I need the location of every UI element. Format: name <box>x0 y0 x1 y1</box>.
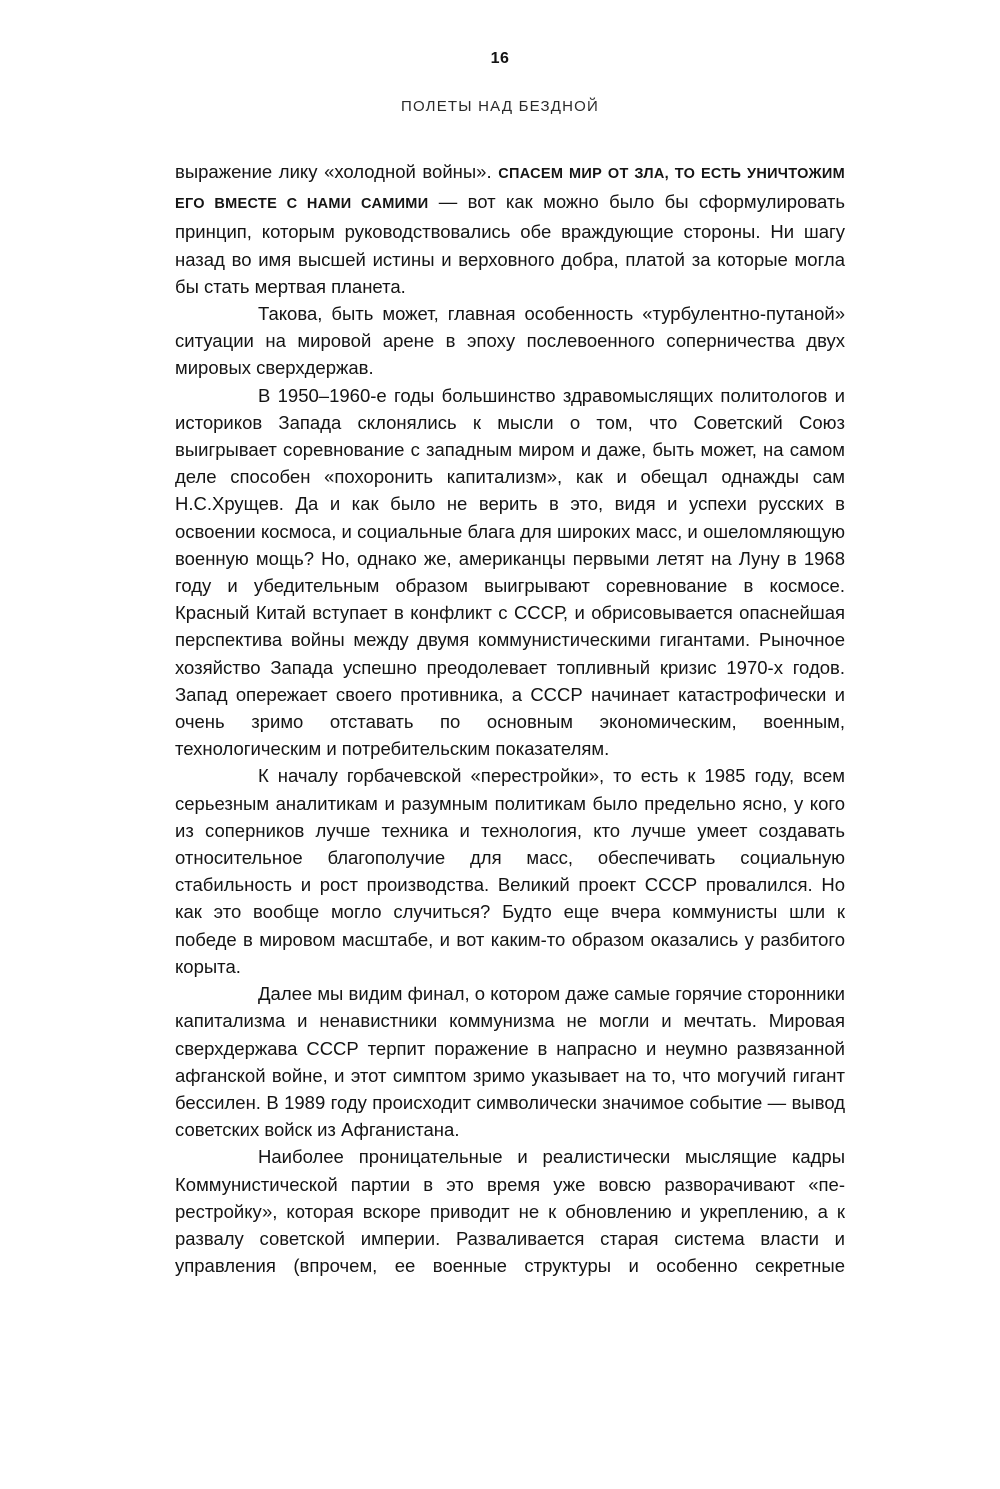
paragraph-1-end: — вот как можно было бы сформулировать принцип, которым руководствовались обе враждующие стороны. Ни шагу назад во имя высшей истины и верховного добра, платой за которые могла бы стать мертвая планета. <box>175 191 845 297</box>
paragraph-6: Наиболее проницательные и реалистически мыслящие кадры Коммунистической партии в это время уже вовсю разворачивают «перестройку», которая вскоре приводит не к обновлению и укреплению, а к развалу советской империи. Разваливается старая система власти и управления (впрочем, ее военные структуры и особенно секретные <box>175 1146 845 1277</box>
running-title: ПОЛЕТЫ НАД БЕЗДНОЙ <box>400 98 600 115</box>
paragraph-4: К началу горбачевской «перестройки», то есть к 1985 году, всем серьезным аналитикам и разумным политикам было предельно ясно, у кого из соперников лучше техника и технология, кто лучше умеет создавать относительное благополучие для масс, обеспечивать социальную стабильность и рост производства. Великий проект СССР провалился. Но как это вообще могло случиться? Будто еще вчера коммунисты шли к победе в мировом масштабе, и вот каким-то образом оказались у разбитого корыта. <box>175 765 845 977</box>
paragraph-5: Далее мы видим финал, о котором даже самые горячие сторонники капитализма и ненавистники коммунизма не могли и мечтать. Мировая сверхдержава СССР терпит поражение в напрасно и неумно развязанной афганской войне, и этот симптом зримо указывает на то, что могучий гигант бессилен. В 1989 году происходит символически значимое событие — вывод советских войск из Афганистана. <box>175 983 845 1141</box>
body-text <box>175 158 845 1279</box>
emphasized-caps-phrase: СПАСЕМ МИР ОТ ЗЛА, ТО ЕСТЬ УНИЧТОЖИМ ЕГО ВМЕСТЕ С НАМИ САМИМИ <box>175 166 845 213</box>
paragraph-1 <box>175 158 845 300</box>
paragraph-3: В 1950–1960-е годы большинство здравомыслящих политологов и историков Запада склонялись к мысли о том, что Советский Союз выигрывает соревнование с западным миром и даже, быть может, на самом деле способен «похоронить капитализм», как и обещал однажды сам Н.С.Хрущев. Да и как было не верить в это, видя и успехи русских в освоении космоса, и социальные блага для широких масс, и ошеломляющую военную мощь? Но, однако же, американцы первыми летят на Луну в 1968 году и убедительным образом выигрывают соревнование в космосе. Красный Китай вступает в конфликт с СССР, и обрисовывается опаснейшая перспектива войны между двумя коммунистическими гигантами. Рыночное хозяйство Запада успешно преодолевает топливный кризис 1970-х годов. Запад опережает своего противника, а СССР начинает катастрофически и очень зримо отставать по основным экономическим, военным, технологическим и потребительским показателям. <box>175 384 845 760</box>
paragraph-2: Такова, быть может, главная особенность «турбулентно-путаной» ситуации на мировой арене в эпоху послевоенного соперничества двух мировых сверхдержав. <box>175 303 845 379</box>
page-number: 16 <box>490 50 510 67</box>
paragraph-1-start: выражение лику «холодной войны». <box>175 161 499 182</box>
